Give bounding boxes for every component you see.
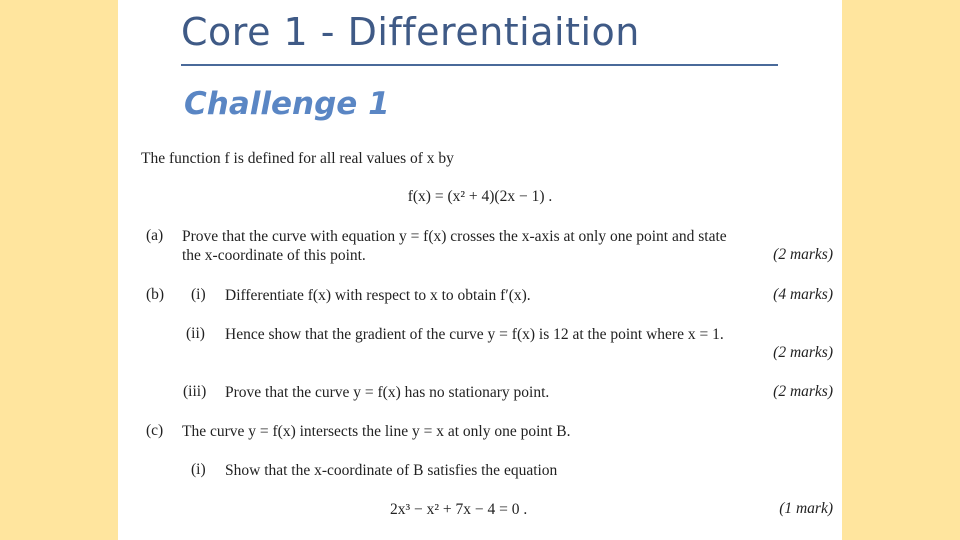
part-b-iii-label: (iii) [183,383,207,400]
part-b-iii-marks: (2 marks) [773,383,833,400]
part-b-iii-text: Prove that the curve y = f(x) has no stationary point. [225,384,550,401]
part-a-line1: Prove that the curve with equation y = f(x) crosses the x-axis at only one point and state [182,228,727,245]
part-b-ii-text: Hence show that the gradient of the curve y = f(x) is 12 at the point where x = 1. [225,326,724,343]
title-divider [181,64,778,66]
part-b-ii-label: (ii) [186,325,205,342]
part-a-label: (a) [146,227,164,244]
part-c-text: The curve y = f(x) intersects the line y = x at only one point B. [182,423,571,440]
question-intro: The function f is defined for all real values of x by [141,150,454,167]
part-b-i-text: Differentiate f(x) with respect to x to obtain f′(x). [225,287,531,304]
document-page [118,0,842,540]
part-a-line2: the x-coordinate of this point. [182,247,366,264]
part-c-label: (c) [146,422,164,439]
slide-title: Core 1 - Differentiaition [181,10,640,54]
part-b-i-marks: (4 marks) [773,286,833,303]
cubic-equation: 2x³ − x² + 7x − 4 = 0 . [390,501,528,518]
function-definition: f(x) = (x² + 4)(2x − 1) . [407,188,553,205]
part-a-marks: (2 marks) [773,246,833,263]
part-b-i-label: (i) [191,286,206,303]
part-b-label: (b) [146,286,165,303]
slide-subtitle: Challenge 1 [184,86,390,122]
part-c-i-label: (i) [191,461,206,478]
part-c-i-text: Show that the x-coordinate of B satisfies the equation [225,462,558,479]
part-b-ii-marks: (2 marks) [773,344,833,361]
part-c-i-marks: (1 mark) [779,500,833,517]
